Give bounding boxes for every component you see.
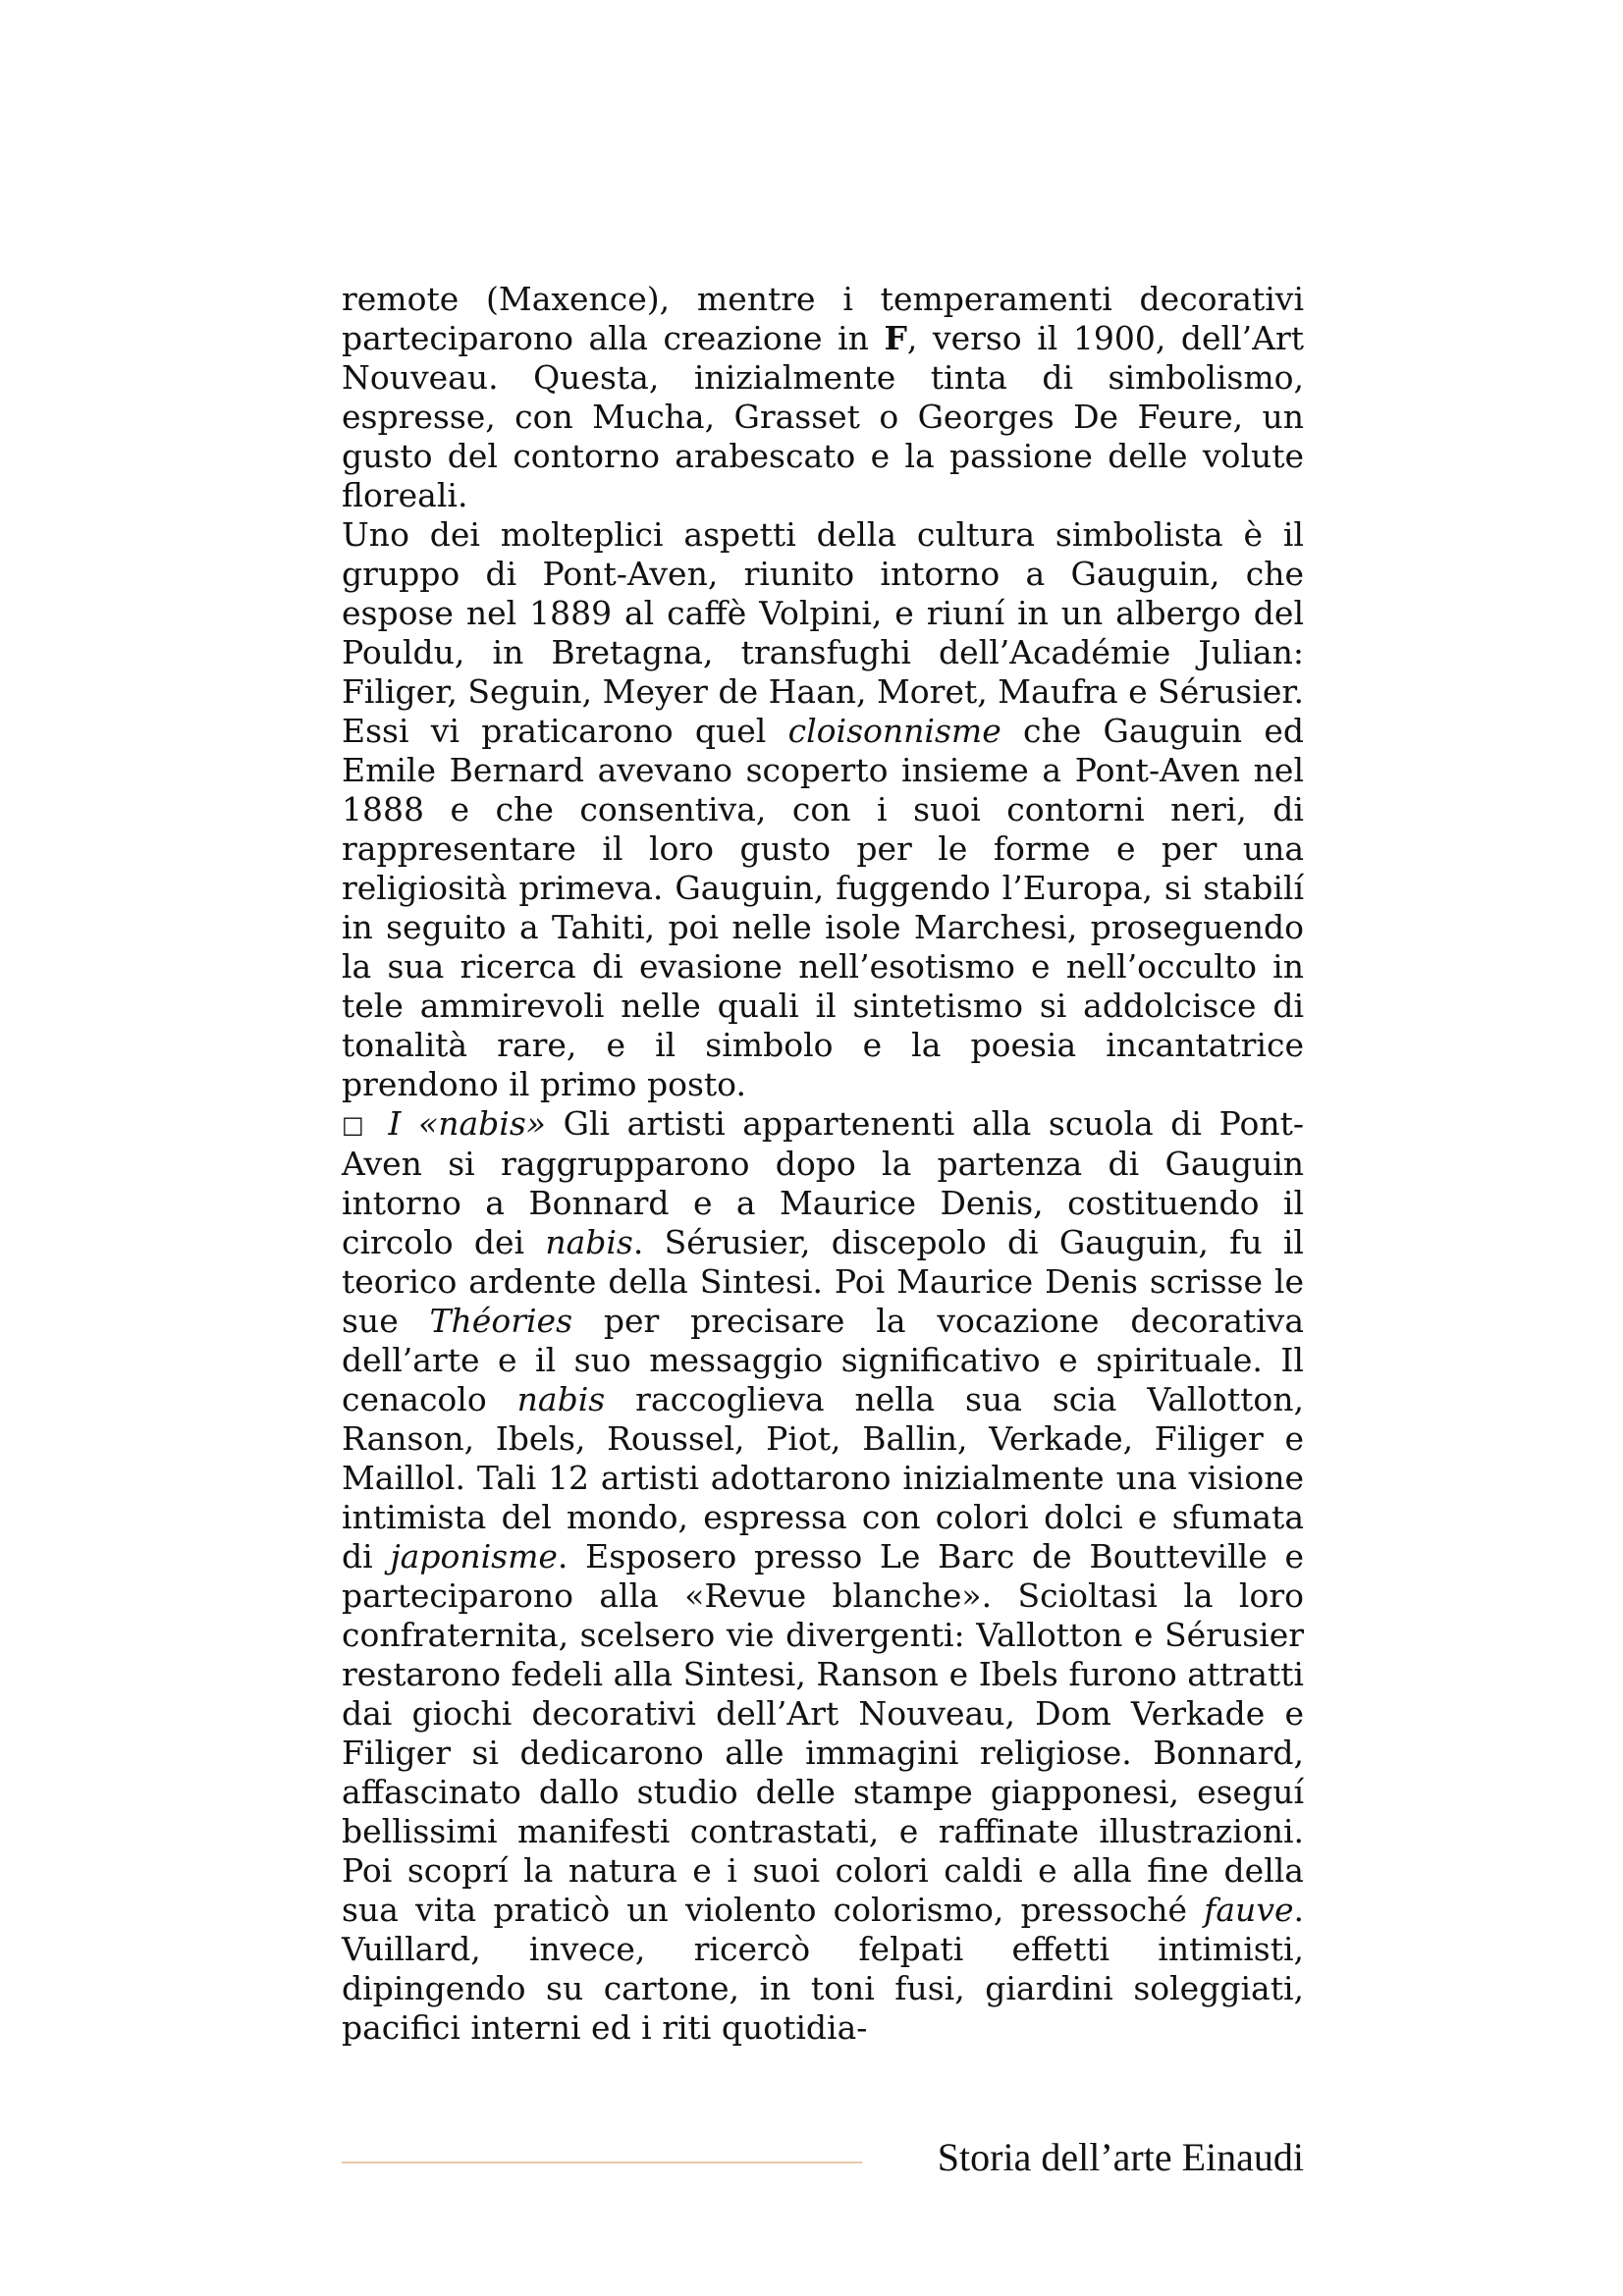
italic-term: Théories <box>429 1302 573 1340</box>
text-run: . Esposero presso Le Barc de Boutteville e parteciparono alla «Revue blanche». Scioltasi la loro confraternita, scelsero vie divergenti: Vallotton e Sérusier restarono fedeli alla Sintesi, Ranson e Ibels furono attratti dai giochi decorativi dell’Art Nouveau, Dom Verkade e Filiger si dedicarono alle immagini religiose. Bonnard, affascinato dallo studio delle stampe giapponesi, eseguí bellissimi manifesti contrastati, e raffinate illustrazioni. Poi scoprí la natura e i suoi colori caldi e alla fine della sua vita praticò un violento colorismo, pressoché <box>342 1537 1304 1929</box>
paragraph-art-nouveau <box>342 280 1304 515</box>
page-footer <box>342 2130 1304 2189</box>
paragraph-pont-aven <box>342 515 1304 1104</box>
italic-term: japonisme <box>390 1537 558 1575</box>
italic-term: nabis <box>545 1223 633 1261</box>
section-heading: I «nabis» <box>388 1104 546 1143</box>
paragraph-nabis <box>342 1104 1304 2048</box>
italic-term: fauve <box>1204 1891 1294 1929</box>
text-run: , verso il 1900, dell’Art Nouveau. Questa, inizialmente tinta di simbolismo, espresse, con Mucha, Grasset o Georges De Feure, un gusto del contorno arabescato e la passione delle volute floreali. <box>342 319 1304 514</box>
bold-abbreviation: F <box>884 319 907 357</box>
section-marker-icon: □ <box>342 1111 371 1139</box>
footer-rule <box>342 2162 862 2163</box>
text-run: Gli artisti appartenenti alla scuola di Pont-Aven si raggrupparono dopo la partenza di Gauguin intorno a Bonnard e a Maurice Denis, costituendo il circolo dei <box>342 1104 1304 1261</box>
body-text <box>342 280 1304 2048</box>
footer-title: Storia dell’arte Einaudi <box>937 2135 1304 2179</box>
text-run: che Gauguin ed Emile Bernard avevano scoperto insieme a Pont-Aven nel 1888 e che consentiva, con i suoi contorni neri, di rappresentare il loro gusto per le forme e per una religiosità primeva. Gauguin, fuggendo l’Europa, si stabilí in seguito a Tahiti, poi nelle isole Marchesi, proseguendo la sua ricerca di evasione nell’esotismo e nell’occulto in tele ammirevoli nelle quali il sintetismo si addolcisce di tonalità rare, e il simbolo e la poesia incantatrice prendono il primo posto. <box>342 712 1304 1103</box>
italic-term: cloisonnisme <box>787 712 1001 750</box>
text-run: . Vuillard, invece, ricercò felpati effetti intimisti, dipingendo su cartone, in toni fusi, giardini soleggiati, pacifici interni ed i riti quotidia- <box>342 1891 1304 2047</box>
text-run: Uno dei molteplici aspetti della cultura simbolista è il gruppo di Pont-Aven, riunito intorno a Gauguin, che espose nel 1889 al caffè Volpini, e riuní in un albergo del Pouldu, in Bretagna, transfughi dell’Académie Julian: Filiger, Seguin, Meyer de Haan, Moret, Maufra e Sérusier. Essi vi praticarono quel <box>342 515 1304 750</box>
text-run: . Sérusier, discepolo di Gauguin, fu il teorico ardente della Sintesi. Poi Maurice Denis scrisse le sue <box>342 1223 1304 1340</box>
text-run: remote (Maxence), mentre i temperamenti decorativi parteciparono alla creazione in <box>342 280 1304 357</box>
text-run: raccoglieva nella sua scia Vallotton, Ranson, Ibels, Roussel, Piot, Ballin, Verkade, Filiger e Maillol. Tali 12 artisti adottarono inizialmente una visione intimista del mondo, espressa con colori dolci e sfumata di <box>342 1380 1305 1575</box>
italic-term: nabis <box>516 1380 606 1418</box>
text-run: per precisare la vocazione decorativa dell’arte e il suo messaggio significativo e spirituale. Il cenacolo <box>342 1302 1304 1418</box>
